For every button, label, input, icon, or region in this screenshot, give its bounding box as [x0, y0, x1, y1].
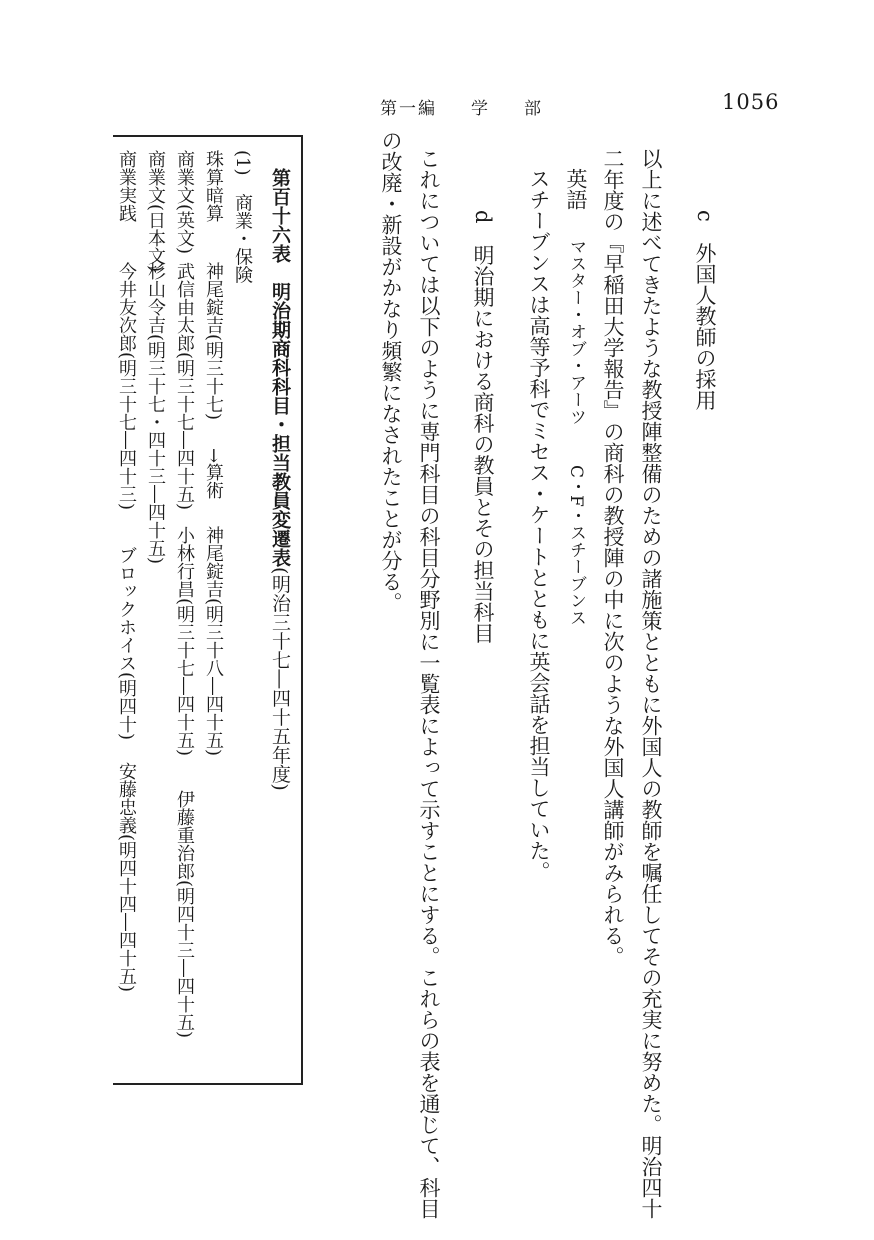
english-teacher: C・F・スチーブンス [566, 465, 586, 626]
table-title-line [270, 168, 289, 791]
paragraph-1-line-2: 二年度の『早稲田大学報告』の商科の教授陣の中に次のような外国人講師がみられる。 [601, 148, 625, 967]
paragraph-3-line-1: これについては以下のように専門科目の科目分野別に一覧表によって示すことにする。これらの表を通じて、科目 [417, 148, 441, 1219]
table-row-2-teacher-1: 武信由太郎(明三十七―四十五) [174, 262, 195, 511]
table-row-2-teacher-2: 小林行昌(明三十七―四十五) [174, 526, 195, 757]
table-row-2-subject: 商業文(英文) [174, 150, 195, 255]
paragraph-3-line-2: の改廃・新設がかなり頻繁になされたことが分る。 [379, 130, 403, 613]
table-row-4-teacher-1: 今井友次郎(明三十七―四十三) [116, 262, 137, 511]
table-row-1-subject: 珠算暗算 [203, 150, 224, 222]
running-header [380, 94, 543, 119]
table-row-4-teacher-3: 安藤忠義(明四十四―四十五) [116, 762, 137, 993]
table-row-3-subject: 商業文(日本文) [145, 150, 166, 273]
table-title: 第百十六表 明治期商科科目・担当教員変遷表 [269, 168, 291, 567]
heading-d: d 明治期における商科の教員とその担当科目 [471, 210, 495, 644]
table-row-4-teacher-2: ブロックホイス(明四十) [116, 546, 137, 741]
table-row-3-teacher-1: 杉山令吉(明三十七・四十三―四十五) [145, 262, 166, 565]
english-subject-line [565, 168, 586, 626]
paragraph-2: スチーブンスは高等予科でミセス・ケートとともに英会話を担当していた。 [527, 168, 551, 882]
table-row-1-teacher-1: 神尾錠吉(明三十七) [203, 262, 224, 421]
table-row-1-teacher-2: 神尾錠吉(明三十八―四十五) [203, 526, 224, 757]
heading-c: c 外国人教師の採用 [693, 210, 717, 411]
table-row-2-teacher-3: 伊藤重治郎(明四十三―四十五) [174, 790, 195, 1039]
table-section-heading: (1) 商業・保険 [232, 150, 253, 284]
paragraph-1-line-1: 以上に述べてきたような教授陣整備のための諸施策とともに外国人の教師を嘱任してその充実に努めた。明治四十 [639, 148, 663, 1219]
header-section-1: 第一編 [380, 99, 437, 119]
header-section-2: 学 [471, 99, 490, 119]
english-subject: 英語 [564, 168, 588, 210]
table-row-1-arrow: →算術 [203, 448, 224, 500]
header-section-3: 部 [524, 99, 543, 119]
table-row-4-subject: 商業実践 [116, 150, 137, 222]
english-degree: マスター・オブ・アーツ [566, 238, 586, 425]
table-title-years: (明治三十七―四十五年度) [269, 567, 291, 791]
page-number: 1056 [722, 90, 780, 114]
